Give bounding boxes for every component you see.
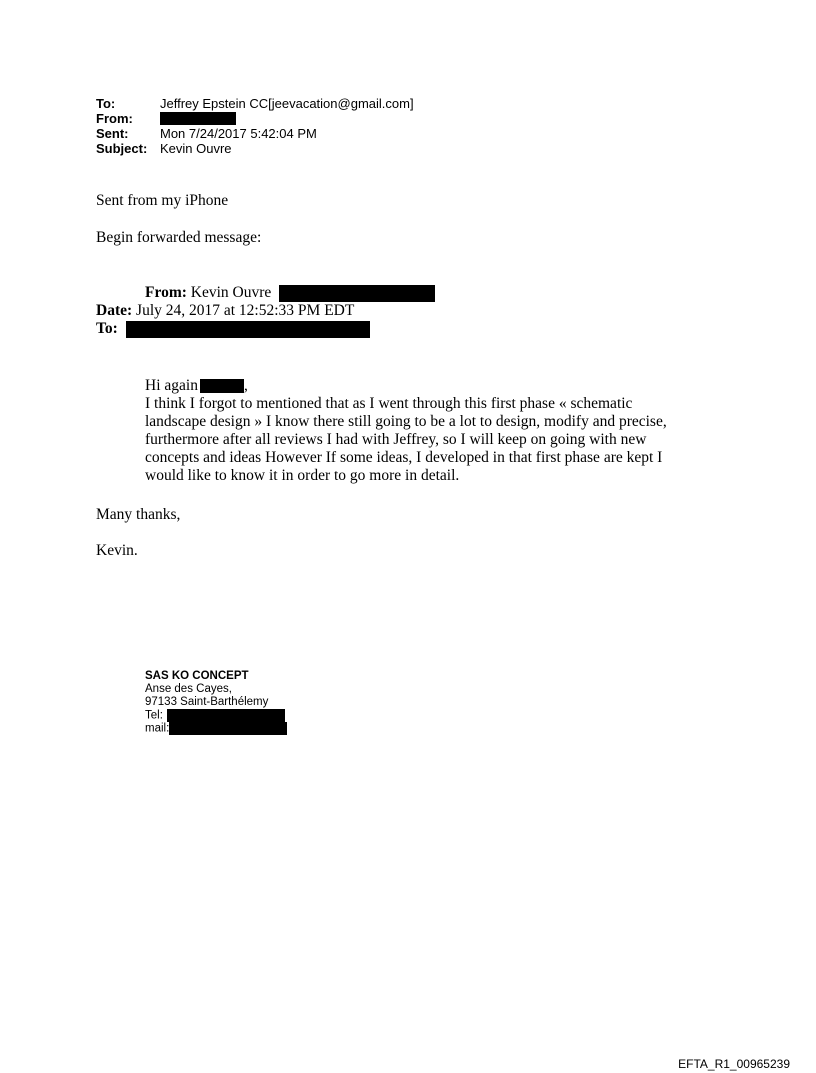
fwd-date-row [96,302,435,320]
mail-redaction [169,722,287,735]
fwd-from-row [96,284,435,302]
address-line-2: 97133 Saint-Barthélemy [145,696,269,708]
email-header [96,96,414,156]
fwd-to-row [96,320,435,338]
header-to-row [96,96,414,111]
mail-label: mail: [145,722,170,735]
fwd-to-label: To: [96,320,118,337]
greeting-comma: , [243,377,248,394]
subject-value: Kevin Ouvre [160,141,232,156]
header-subject-row [96,141,414,156]
from-redaction [160,112,236,125]
forwarded-header [96,284,435,338]
fwd-from-label: From: [145,284,187,301]
greeting-line [145,377,675,395]
mail-row [145,722,287,735]
tel-label: Tel: [145,709,163,722]
header-sent-row [96,126,414,141]
to-label: To: [96,96,116,111]
address-line-1: Anse des Cayes, [145,683,232,695]
begin-forwarded-line: Begin forwarded message: [96,229,262,246]
fwd-date-label: Date: [96,302,133,319]
header-from-row [96,111,414,126]
message-body [145,377,675,485]
sent-value: Mon 7/24/2017 5:42:04 PM [160,126,317,141]
subject-label: Subject: [96,141,148,156]
greeting-redaction [200,379,244,393]
sent-label: Sent: [96,126,129,141]
tel-redaction [167,709,285,722]
from-label: From: [96,111,133,126]
fwd-date-value: July 24, 2017 at 12:52:33 PM EDT [136,302,355,319]
signature-block [145,670,287,735]
message-paragraph: I think I forgot to mentioned that as I went through this first phase « schematic landscape design » I know there still going to be a lot to design, modify and precise, furthermore after all reviews I had with Jeffrey, so I will keep on going with new concepts and ideas However If some ideas, I developed in that first phase are kept I would like to know it in order to go more in detail. [145,395,667,484]
greeting-text: Hi again [145,377,198,394]
fwd-to-redaction [126,321,370,338]
fwd-from-value: Kevin Ouvre [190,284,272,301]
sent-from-line: Sent from my iPhone [96,192,229,209]
fwd-from-redaction [279,285,435,302]
signoff-line: Kevin. [96,542,138,559]
company-name: SAS KO CONCEPT [145,670,249,682]
document-id: EFTA_R1_00965239 [678,1057,790,1071]
thanks-line: Many thanks, [96,506,181,523]
tel-row [145,709,287,722]
to-value: Jeffrey Epstein CC[jeevacation@gmail.com] [160,96,414,111]
